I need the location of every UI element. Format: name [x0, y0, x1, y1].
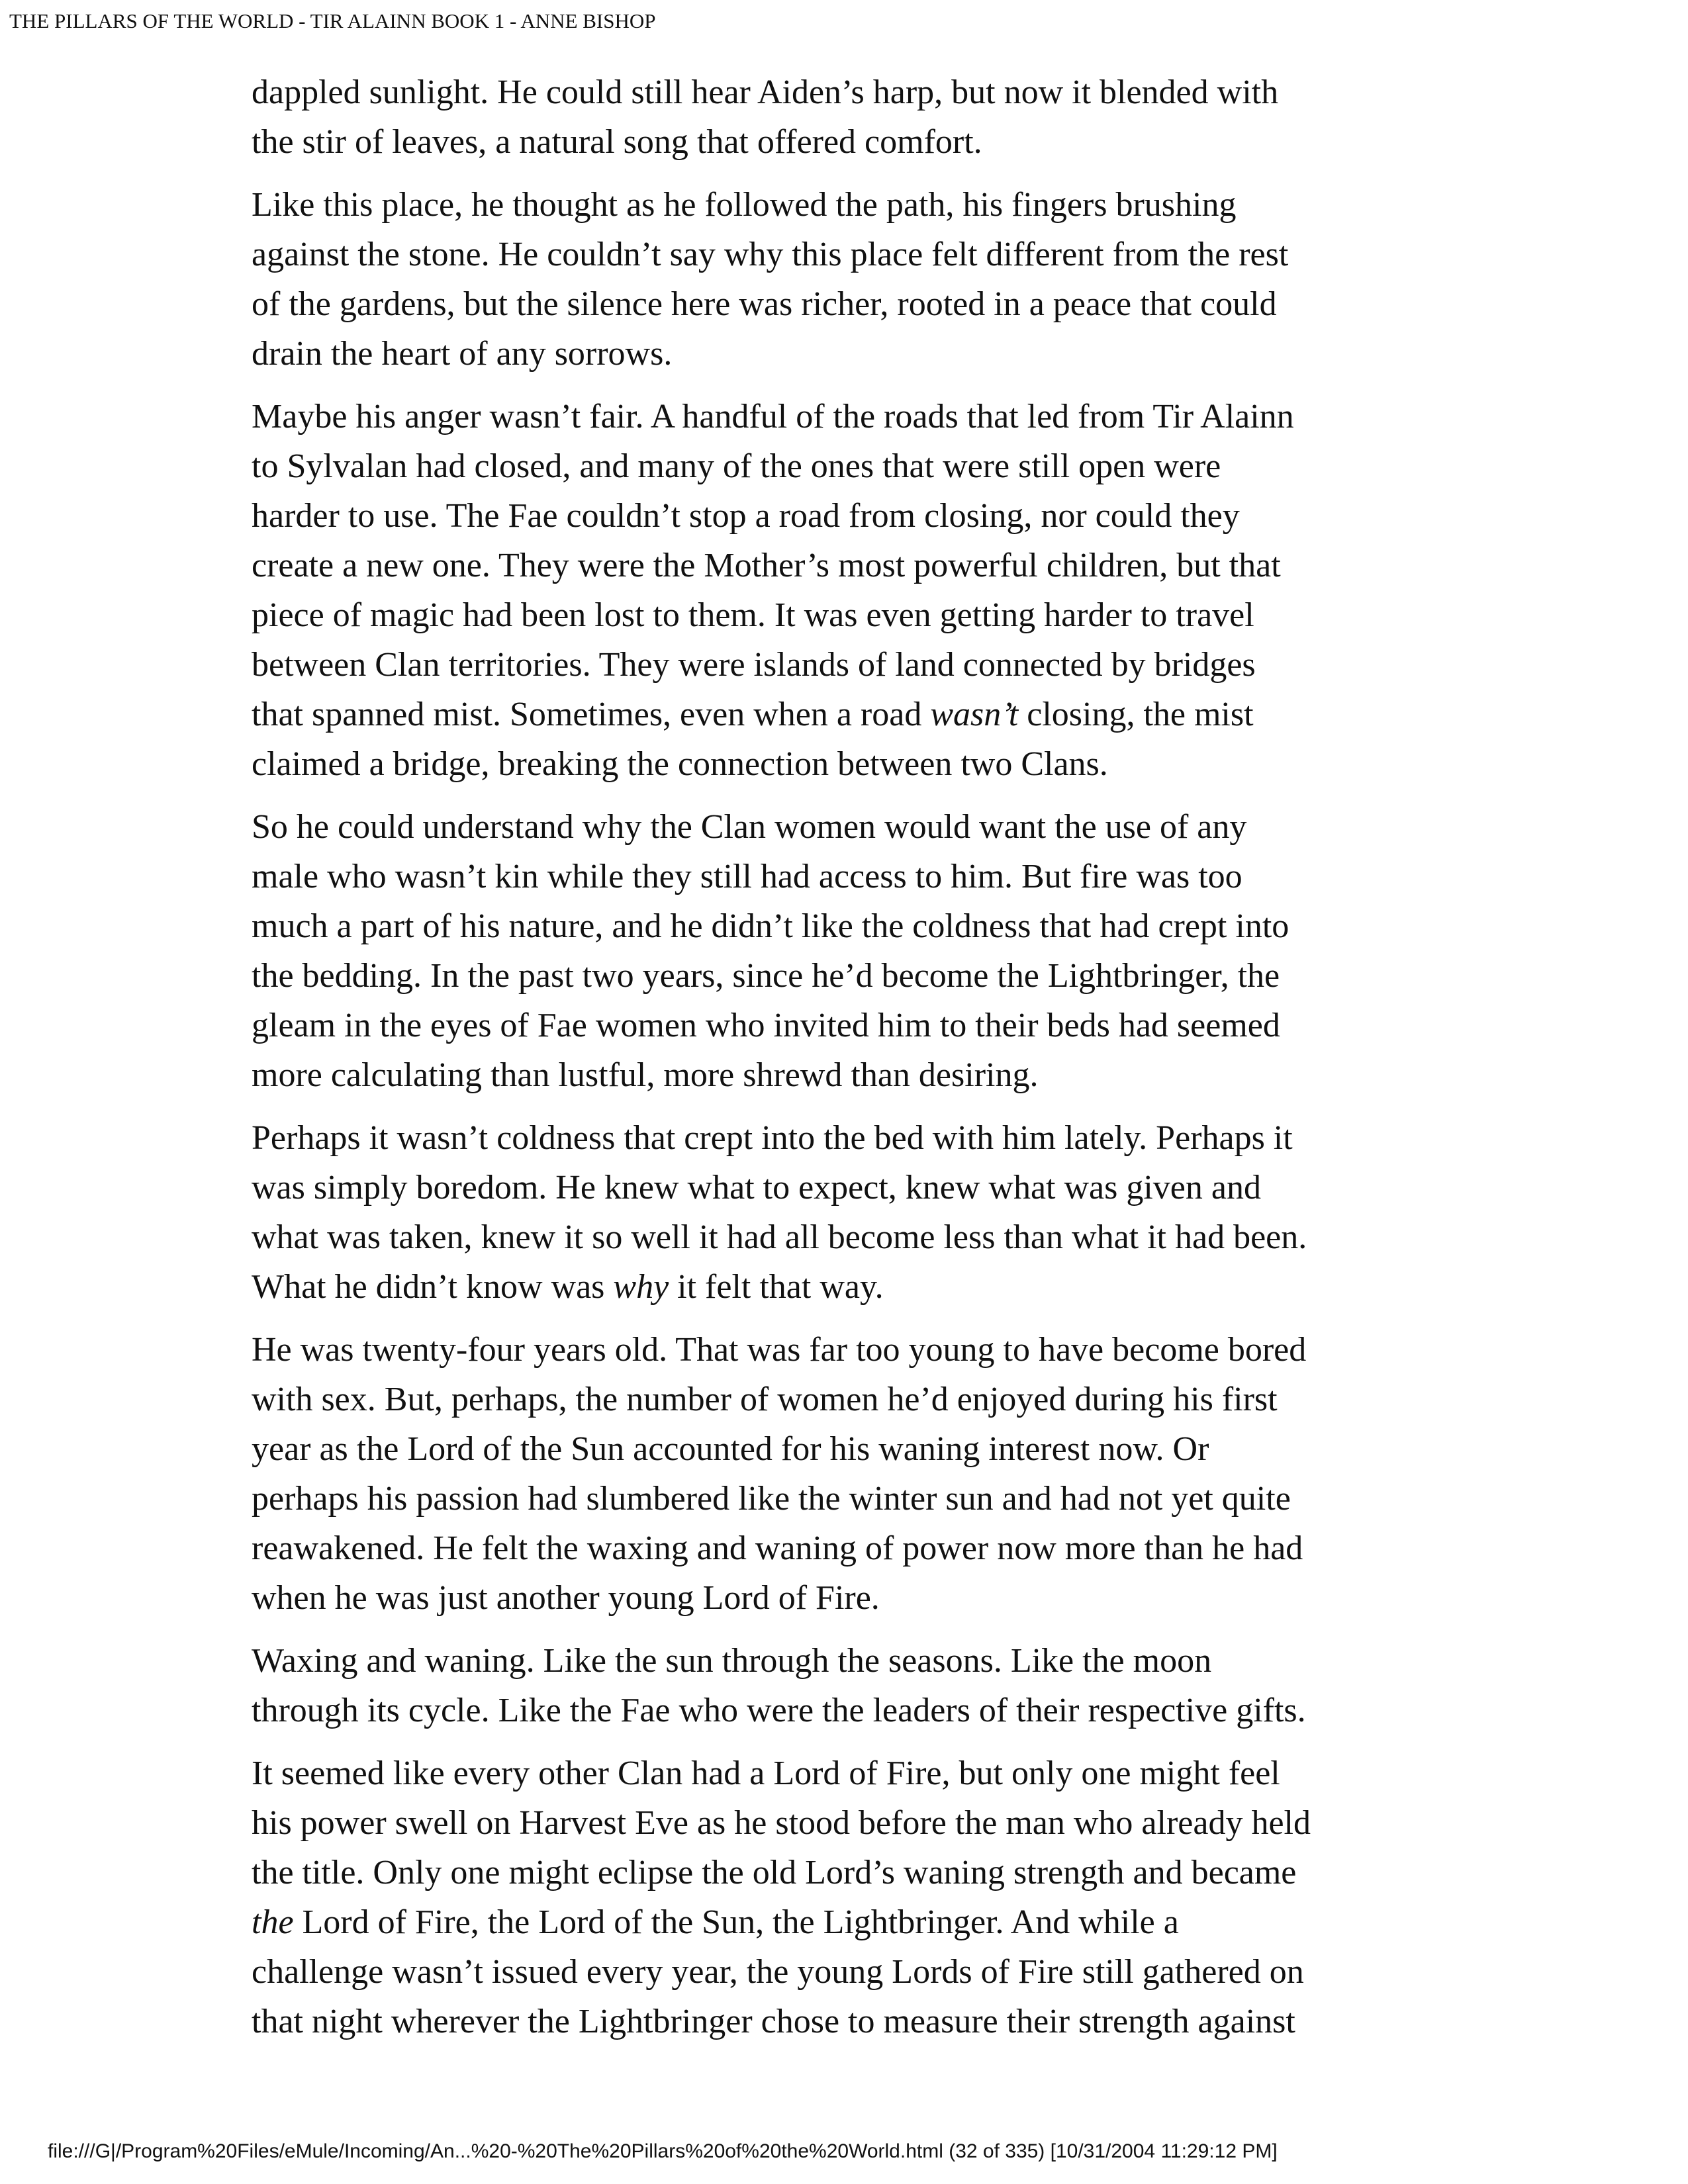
text-segment: It seemed like every other Clan had a Lord of Fire, but only one might feel: [252, 1754, 1280, 1792]
text-line: [252, 392, 1450, 441]
text-segment: Maybe his anger wasn’t fair. A handful of the roads that led from Tir Alainn: [252, 398, 1294, 435]
text-line: [252, 590, 1450, 640]
text-line: [252, 1113, 1450, 1163]
text-line: [252, 852, 1450, 901]
text-segment: what was taken, knew it so well it had all become less than what it had been.: [252, 1218, 1307, 1256]
text-line: [252, 1997, 1450, 2046]
text-line: [252, 329, 1450, 379]
emphasized-text: wasn’t: [930, 696, 1019, 733]
text-line: [252, 1573, 1450, 1623]
text-line: [252, 230, 1450, 279]
text-line: [252, 1262, 1450, 1312]
text-line: [252, 1375, 1450, 1424]
book-text-body: [252, 68, 1450, 2060]
text-line: [252, 1798, 1450, 1848]
emphasized-text: why: [613, 1268, 669, 1306]
text-segment: claimed a bridge, breaking the connection between two Clans.: [252, 745, 1108, 783]
text-line: [252, 690, 1450, 739]
text-line: [252, 1325, 1450, 1375]
text-line: [252, 1424, 1450, 1474]
text-segment: the bedding. In the past two years, since he’d become the Lightbringer, the: [252, 957, 1280, 995]
text-segment: it felt that way.: [669, 1268, 884, 1306]
paragraph: [252, 392, 1450, 789]
text-segment: when he was just another young Lord of Fire.: [252, 1579, 880, 1617]
text-line: [252, 1749, 1450, 1798]
text-segment: Waxing and waning. Like the sun through the seasons. Like the moon: [252, 1642, 1212, 1680]
text-segment: the stir of leaves, a natural song that offered comfort.: [252, 123, 982, 161]
text-segment: Perhaps it wasn’t coldness that crept into the bed with him lately. Perhaps it: [252, 1119, 1293, 1157]
text-segment: perhaps his passion had slumbered like the winter sun and had not yet quite: [252, 1480, 1291, 1518]
paragraph: [252, 1113, 1450, 1312]
text-line: [252, 1897, 1450, 1947]
text-segment: was simply boredom. He knew what to expect, knew what was given and: [252, 1169, 1261, 1206]
text-segment: drain the heart of any sorrows.: [252, 335, 673, 373]
text-segment: his power swell on Harvest Eve as he stood before the man who already held: [252, 1804, 1311, 1842]
text-segment: gleam in the eyes of Fae women who invited him to their beds had seemed: [252, 1007, 1280, 1044]
text-line: [252, 1636, 1450, 1686]
paragraph: [252, 68, 1450, 167]
paragraph: [252, 180, 1450, 379]
text-line: [252, 901, 1450, 951]
page-footer-file-path: file:///G|/Program%20Files/eMule/Incoming/An...%20-%20The%20Pillars%20of%20the%20World.html (32 of 335) [10/31/2004 11:29:12 PM]: [48, 2140, 1278, 2162]
text-segment: Like this place, he thought as he followed the path, his fingers brushing: [252, 186, 1237, 224]
text-line: [252, 1212, 1450, 1262]
text-line: [252, 441, 1450, 491]
text-line: [252, 1686, 1450, 1735]
text-segment: against the stone. He couldn’t say why this place felt different from the rest: [252, 236, 1289, 273]
page-header: THE PILLARS OF THE WORLD - TIR ALAINN BOOK 1 - ANNE BISHOP: [9, 9, 656, 32]
text-segment: challenge wasn’t issued every year, the young Lords of Fire still gathered on: [252, 1953, 1304, 1991]
text-segment: that night wherever the Lightbringer chose to measure their strength against: [252, 2003, 1295, 2040]
text-line: [252, 1050, 1450, 1100]
text-line: [252, 1524, 1450, 1573]
text-line: [252, 739, 1450, 789]
text-segment: Lord of Fire, the Lord of the Sun, the Lightbringer. And while a: [293, 1903, 1179, 1941]
text-segment: male who wasn’t kin while they still had access to him. But fire was too: [252, 858, 1243, 895]
text-line: [252, 1848, 1450, 1897]
text-segment: more calculating than lustful, more shrewd than desiring.: [252, 1056, 1039, 1094]
text-line: [252, 117, 1450, 167]
text-segment: to Sylvalan had closed, and many of the ones that were still open were: [252, 447, 1221, 485]
text-line: [252, 541, 1450, 590]
paragraph: [252, 1636, 1450, 1735]
text-line: [252, 1947, 1450, 1997]
text-line: [252, 491, 1450, 541]
text-segment: the title. Only one might eclipse the old Lord’s waning strength and became: [252, 1854, 1297, 1891]
text-line: [252, 1163, 1450, 1212]
text-segment: piece of magic had been lost to them. It was even getting harder to travel: [252, 596, 1254, 634]
text-segment: much a part of his nature, and he didn’t like the coldness that had crept into: [252, 907, 1289, 945]
paragraph: [252, 1325, 1450, 1623]
text-segment: through its cycle. Like the Fae who were the leaders of their respective gifts.: [252, 1692, 1306, 1729]
text-segment: year as the Lord of the Sun accounted for his waning interest now. Or: [252, 1430, 1209, 1468]
text-segment: So he could understand why the Clan women would want the use of any: [252, 808, 1247, 846]
paragraph: [252, 1749, 1450, 2046]
text-line: [252, 68, 1450, 117]
text-segment: between Clan territories. They were islands of land connected by bridges: [252, 646, 1256, 684]
text-line: [252, 802, 1450, 852]
emphasized-text: the: [252, 1903, 294, 1941]
text-line: [252, 1474, 1450, 1524]
text-segment: dappled sunlight. He could still hear Aiden’s harp, but now it blended with: [252, 73, 1279, 111]
text-segment: closing, the mist: [1018, 696, 1254, 733]
text-segment: that spanned mist. Sometimes, even when a road: [252, 696, 931, 733]
text-segment: of the gardens, but the silence here was richer, rooted in a peace that could: [252, 285, 1277, 323]
text-line: [252, 951, 1450, 1001]
text-segment: create a new one. They were the Mother’s most powerful children, but that: [252, 547, 1281, 584]
text-segment: harder to use. The Fae couldn’t stop a road from closing, nor could they: [252, 497, 1240, 535]
text-segment: What he didn’t know was: [252, 1268, 614, 1306]
text-segment: reawakened. He felt the waxing and waning of power now more than he had: [252, 1529, 1303, 1567]
text-segment: with sex. But, perhaps, the number of women he’d enjoyed during his first: [252, 1381, 1278, 1418]
paragraph: [252, 802, 1450, 1100]
text-line: [252, 279, 1450, 329]
text-line: [252, 640, 1450, 690]
text-line: [252, 180, 1450, 230]
text-segment: He was twenty-four years old. That was far too young to have become bored: [252, 1331, 1307, 1369]
text-line: [252, 1001, 1450, 1050]
